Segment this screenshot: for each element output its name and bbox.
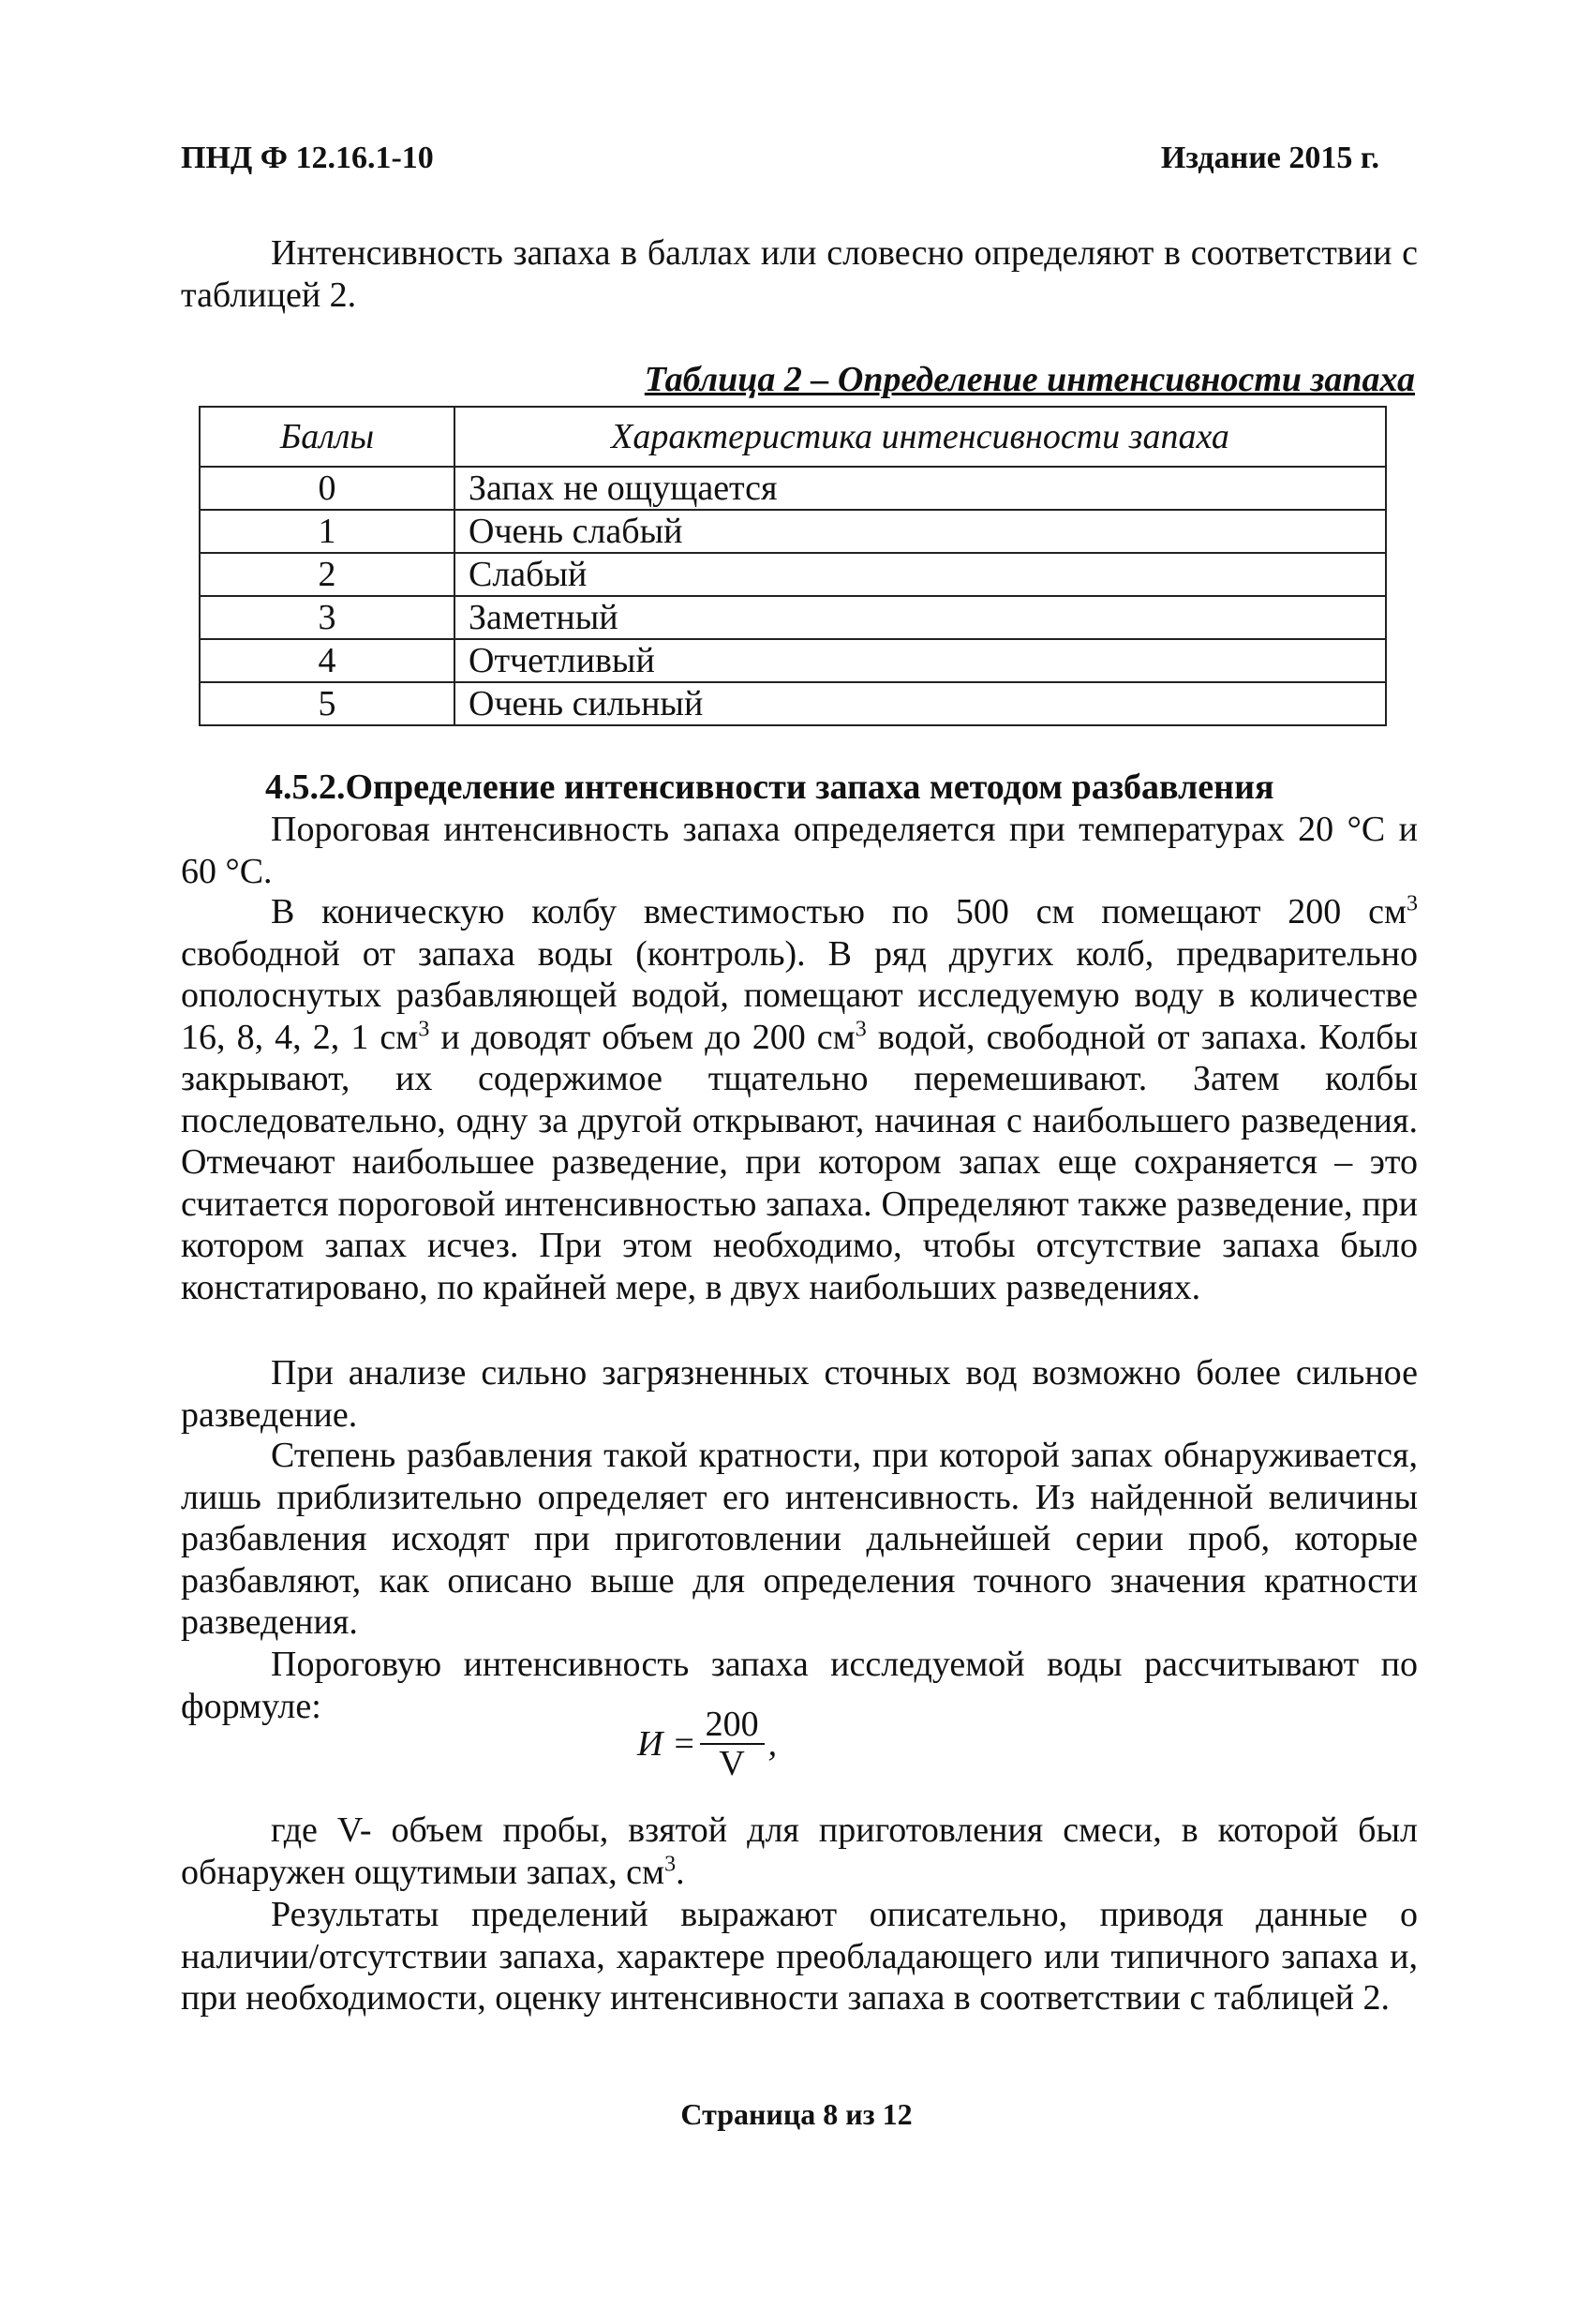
formula-lhs: И = [637, 1724, 696, 1764]
results-paragraph: Результаты пределений выражают описательно, приводя данные о наличии/отсутствии запаха, характере преобладающего или типичного запаха и, при необходимости, оценку интенсивности запаха в соответствии с таблицей 2. [181, 1895, 1418, 2018]
table-row [200, 467, 1386, 510]
table-row [200, 639, 1386, 682]
formula-denominator: V [719, 1744, 745, 1783]
formula-intro-paragraph: Пороговую интенсивность запаха исследуемой воды рассчитывают по формуле: [181, 1645, 1418, 1726]
intro-paragraph: Интенсивность запаха в баллах или словесно определяют в соответствии с таблицей 2. [181, 233, 1418, 315]
table-row [200, 553, 1386, 596]
procedure-paragraph [181, 891, 1418, 1308]
score-cell: 0 [200, 467, 454, 510]
table-caption: Таблица 2 – Определение интенсивности запаха [644, 360, 1415, 399]
dilution-degree-paragraph: Степень разбавления такой кратности, при которой запах обнаруживается, лишь приблизительно определяет его интенсивность. Из найденной величины разбавления исходят при приготовлении дальнейшей серии проб, которые разбавляют, как описано выше для определения точного значения кратности разведения. [181, 1436, 1418, 1642]
superscript-3: 3 [855, 1016, 867, 1041]
procedure-text-b: свободной от запаха воды (контроль). В ряд других колб, предварительно ополоснутых разбавляющей водой, помещают исследуемую воду в количестве 16, 8, 4, 2, 1 см [181, 933, 1418, 1057]
description-cell: Отчетливый [454, 639, 1386, 682]
table-row [200, 682, 1386, 725]
score-cell: 1 [200, 510, 454, 553]
description-cell: Запах не ощущается [454, 467, 1386, 510]
description-cell: Слабый [454, 553, 1386, 596]
column-header-description: Характеристика интенсивности запаха [454, 407, 1386, 467]
column-header-score: Баллы [200, 407, 454, 467]
description-cell: Очень сильный [454, 682, 1386, 725]
variable-definition-paragraph [181, 1810, 1418, 1893]
threshold-formula [637, 1706, 777, 1782]
document-code: ПНД Ф 12.16.1-10 [181, 141, 434, 175]
formula-comma: , [767, 1724, 778, 1764]
superscript-3: 3 [418, 1016, 430, 1041]
section-title: 4.5.2.Определение интенсивности запаха методом разбавления [265, 767, 1274, 807]
score-cell: 3 [200, 596, 454, 639]
description-cell: Очень слабый [454, 510, 1386, 553]
table-header-row [200, 407, 1386, 467]
superscript-3: 3 [1407, 891, 1418, 916]
formula-numerator: 200 [700, 1706, 765, 1745]
description-cell: Заметный [454, 596, 1386, 639]
variable-definition-end: . [676, 1852, 685, 1892]
odor-intensity-table [199, 406, 1387, 726]
procedure-text-c: и доводят объем до 200 см [429, 1017, 856, 1057]
score-cell: 4 [200, 639, 454, 682]
page-number: Страница 8 из 12 [680, 2097, 913, 2131]
table-row [200, 510, 1386, 553]
threshold-paragraph: Пороговая интенсивность запаха определяется при температурах 20 °С и 60 °С. [181, 810, 1418, 891]
superscript-3: 3 [664, 1851, 677, 1876]
score-cell: 5 [200, 682, 454, 725]
procedure-text-a: В коническую колбу вместимостью по 500 см помещают 200 см [271, 892, 1407, 931]
variable-definition-text: где V- объем пробы, взятой для приготовления смеси, в которой был обнаружен ощутимыи запах, см [181, 1810, 1418, 1892]
procedure-text-d: водой, свободной от запаха. Колбы закрывают, их содержимое тщательно перемешивают. Затем колбы последовательно, одну за другой открывают, начиная с наибольшего разведения. Отмечают наибольшее разведение, при котором запах еще сохраняется – это считается пороговой интенсивностью запаха. Определяют также разведение, при котором запах исчез. При этом необходимо, чтобы отсутствие запаха было констатировано, по крайней мере, в двух наибольших разведениях. [181, 1017, 1418, 1307]
score-cell: 2 [200, 553, 454, 596]
edition-label: Издание 2015 г. [1160, 141, 1379, 175]
polluted-water-paragraph: При анализе сильно загрязненных сточных вод возможно более сильное разведение. [181, 1353, 1418, 1435]
table-row [200, 596, 1386, 639]
formula-fraction [700, 1706, 765, 1782]
